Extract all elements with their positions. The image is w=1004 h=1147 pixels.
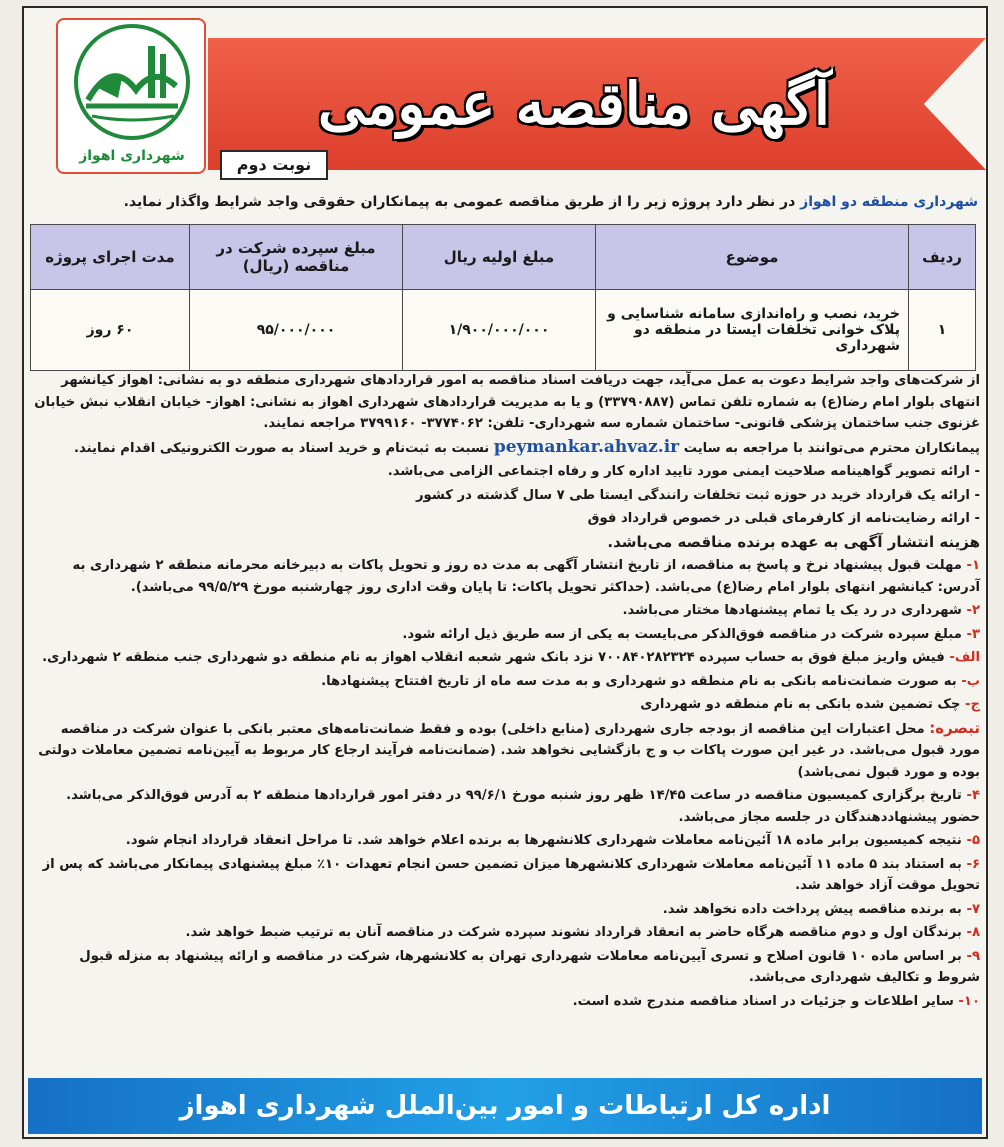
item-2-number: ۲- <box>966 603 980 618</box>
tender-table <box>30 224 976 371</box>
header-subject: موضوع <box>596 225 909 290</box>
tender-notice <box>22 6 988 1139</box>
item-9-number: ۹- <box>966 948 980 964</box>
table-row <box>31 290 976 371</box>
item-6-text: به استناد بند ۵ ماده ۱۱ آئین‌نامه معاملات شهرداری کلانشهرها میزان تضمین حسن انجام تعهدات ۱۰٪ مبلغ پیشنهادی پیمانکار می‌باشد که پس از تحویل موقت آزاد خواهد شد. <box>42 856 980 893</box>
item-1-number: ۱- <box>966 558 980 573</box>
intro-line <box>34 194 978 210</box>
item-8 <box>34 922 980 944</box>
item-4-number: ۴- <box>966 788 980 803</box>
round-badge: نوبت دوم <box>220 150 328 180</box>
site-text-after: نسبت به ثبت‌نام و خرید اسناد به صورت الکترونیکی اقدام نمایند. <box>73 440 494 456</box>
site-paragraph <box>34 437 980 460</box>
note-label: تبصره: <box>929 718 980 737</box>
municipality-logo <box>56 18 206 174</box>
item-c-number: ج- <box>965 697 980 712</box>
item-c <box>34 694 980 716</box>
item-6-number: ۶- <box>966 856 980 872</box>
requirement-2: - ارائه یک قرارداد خرید در حوزه ثبت تخلفات رانندگی ایستا طی ۷ سال گذشته در کشور <box>415 487 980 503</box>
item-b <box>34 671 980 693</box>
item-7-number: ۷- <box>966 901 980 917</box>
item-b-text: به صورت ضمانت‌نامه بانکی به نام منطقه دو شهرداری و به مدت سه ماه از تاریخ افتتاح پیشنهادها. <box>321 673 962 689</box>
requirement-1: - ارائه تصویر گواهینامه صلاحیت ایمنی مورد تایید اداره کار و رفاه اجتماعی الزامی می‌باشد. <box>387 464 980 479</box>
row-subject: خرید، نصب و راه‌اندازی سامانه شناسایی و پلاک خوانی تخلفات ایستا در منطقه دو شهرداری <box>596 290 909 371</box>
item-4-text: تاریخ برگزاری کمیسیون مناقصه در ساعت ۱۴/۴۵ ظهر روز شنبه مورخ ۹۹/۶/۱ در دفتر امور قراردادها منطقه ۲ به آدرس فوق‌الذکر می‌باشد. حضور پیشنهاددهندگان در جلسه مجاز می‌باشد. <box>66 788 980 825</box>
item-8-text: برندگان اول و دوم مناقصه هرگاه حاضر به انعقاد قرارداد نشوند سپرده شرکت در مناقصه آنان به ترتیب ضبط خواهد شد. <box>185 925 967 940</box>
row-initial-amount: ۱/۹۰۰/۰۰۰/۰۰۰ <box>403 290 596 371</box>
item-10-text: سایر اطلاعات و جزئیات در اسناد مناقصه مندرج شده است. <box>572 993 959 1009</box>
row-index: ۱ <box>909 290 976 371</box>
row-deposit: ۹۵/۰۰۰/۰۰۰ <box>190 290 403 371</box>
item-3-text: مبلغ سپرده شرکت در مناقصه فوق‌الذکر می‌بایست به یکی از سه طریق ذیل ارائه شود. <box>402 626 967 642</box>
item-a-text: فیش واریز مبلغ فوق به حساب سپرده ۷۰۰۸۴۰۲۸۲۳۲۴ نزد بانک شهر شعبه انقلاب اهواز به نام منطقه دو شهرداری جنب منطقه ۲ شهرداری. <box>42 650 950 665</box>
requirement-3: - ارائه رضایت‌نامه از کارفرمای قبلی در خصوص قرارداد فوق <box>587 511 980 526</box>
item-1 <box>34 555 980 598</box>
item-3 <box>34 624 980 646</box>
site-link[interactable]: peymankar.ahvaz.ir <box>493 436 680 457</box>
item-c-text: چک تضمین شده بانکی به نام منطقه دو شهرداری <box>640 697 966 712</box>
header-deposit: مبلغ سپرده شرکت در مناقصه (ریال) <box>190 225 403 290</box>
notice-title: آگهی مناقصه عمومی <box>317 70 831 138</box>
item-1-text: مهلت قبول پیشنهاد نرخ و پاسخ به مناقصه، از تاریخ انتشار آگهی به مدت ده روز و تحویل پاکات به دبیرخانه محرمانه منطقه ۲ شهرداری به آدرس: کیانشهر انتهای بلوار امام رضا(ع) می‌باشد. (حداکثر تحویل پاکات: تا پایان وقت اداری روز چهارشنبه مورخ ۹۹/۵/۲۹ می‌باشد). <box>72 558 980 595</box>
item-4 <box>34 785 980 828</box>
table-header-row <box>31 225 976 290</box>
org-name: شهرداری منطقه دو اهواز <box>800 194 978 210</box>
site-text-before: پیمانکاران محترم می‌توانند با مراجعه به سایت <box>679 440 980 456</box>
item-7 <box>34 899 980 921</box>
footer-banner: اداره کل ارتباطات و امور بین‌الملل شهرداری اهواز <box>28 1078 982 1134</box>
invitation-paragraph: از شرکت‌های واجد شرایط دعوت به عمل می‌آید، جهت دریافت اسناد مناقصه به امور قراردادهای شهرداری منطقه دو به نشانی: اهواز کیانشهر انتهای بلوار امام رضا(ع) به شماره تلفن تماس (۳۳۷۹۰۸۸۷) و یا به مدیریت قراردادهای شهرداری اهواز به نشانی: اهواز- خیابان انقلاب نبش خیابان غزنوی جنب ساختمان پزشکی قانونی- ساختمان شماره سه شهرداری- تلفن: ۳۷۷۴۰۶۲- ۳۷۹۹۱۶۰ مراجعه نمایند. <box>34 373 980 431</box>
notice-body <box>34 370 980 1014</box>
item-b-number: ب- <box>961 673 980 689</box>
logo-emblem <box>74 24 190 140</box>
item-6 <box>34 854 980 897</box>
item-2-text: شهرداری در رد یک یا تمام پیشنهادها مختار می‌باشد. <box>622 603 967 618</box>
item-a-number: الف- <box>949 650 980 665</box>
header-duration: مدت اجرای پروژه <box>31 225 190 290</box>
header <box>24 8 986 184</box>
bridge-emblem-icon <box>78 28 186 136</box>
item-8-number: ۸- <box>966 925 980 940</box>
item-7-text: به برنده مناقصه پیش پرداخت داده نخواهد شد. <box>662 901 967 917</box>
item-9 <box>34 946 980 989</box>
item-9-text: بر اساس ماده ۱۰ قانون اصلاح و تسری آیین‌نامه معاملات شهرداری تهران به کلانشهرها، شرکت در مناقصه و ارائه پیشنهاد به منزله قبول شروط و تکالیف شهرداری می‌باشد. <box>79 948 980 985</box>
item-a <box>34 647 980 669</box>
item-10-number: ۱۰- <box>958 993 980 1009</box>
note <box>34 718 980 784</box>
item-10 <box>34 991 980 1013</box>
logo-caption: شهرداری اهواز <box>79 148 185 164</box>
row-duration: ۶۰ روز <box>31 290 190 371</box>
item-5 <box>34 830 980 852</box>
note-text: محل اعتبارات این مناقصه از بودجه جاری شهرداری (منابع داخلی) بوده و فقط ضمانت‌نامه‌های معتبر بانکی با عنوان شرکت در مناقصه مورد قبول می‌باشد. در غیر این صورت پاکات ب و ج بازگشایی نخواهد شد. (ضمانت‌نامه فرآیند ارجاع کار مربوط به آیین‌نامه تضمین معاملات دولتی بوده و مورد قبول نمی‌باشد) <box>38 721 980 780</box>
item-5-text: نتیجه کمیسیون برابر ماده ۱۸ آئین‌نامه معاملات شهرداری کلانشهرها به برنده اعلام خواهد شد. تا مراحل انعقاد قرارداد انجام شود. <box>125 833 967 848</box>
intro-text: در نظر دارد پروژه زیر را از طریق مناقصه عمومی به پیمانکاران حقوقی واجد شرایط واگذار نماید. <box>123 194 801 210</box>
item-3-number: ۳- <box>966 626 980 642</box>
header-initial-amount: مبلغ اولیه ریال <box>403 225 596 290</box>
publication-cost: هزینه انتشار آگهی به عهده برنده مناقصه می‌باشد. <box>607 532 980 551</box>
item-5-number: ۵- <box>966 833 980 848</box>
header-index: ردیف <box>909 225 976 290</box>
item-2 <box>34 600 980 622</box>
